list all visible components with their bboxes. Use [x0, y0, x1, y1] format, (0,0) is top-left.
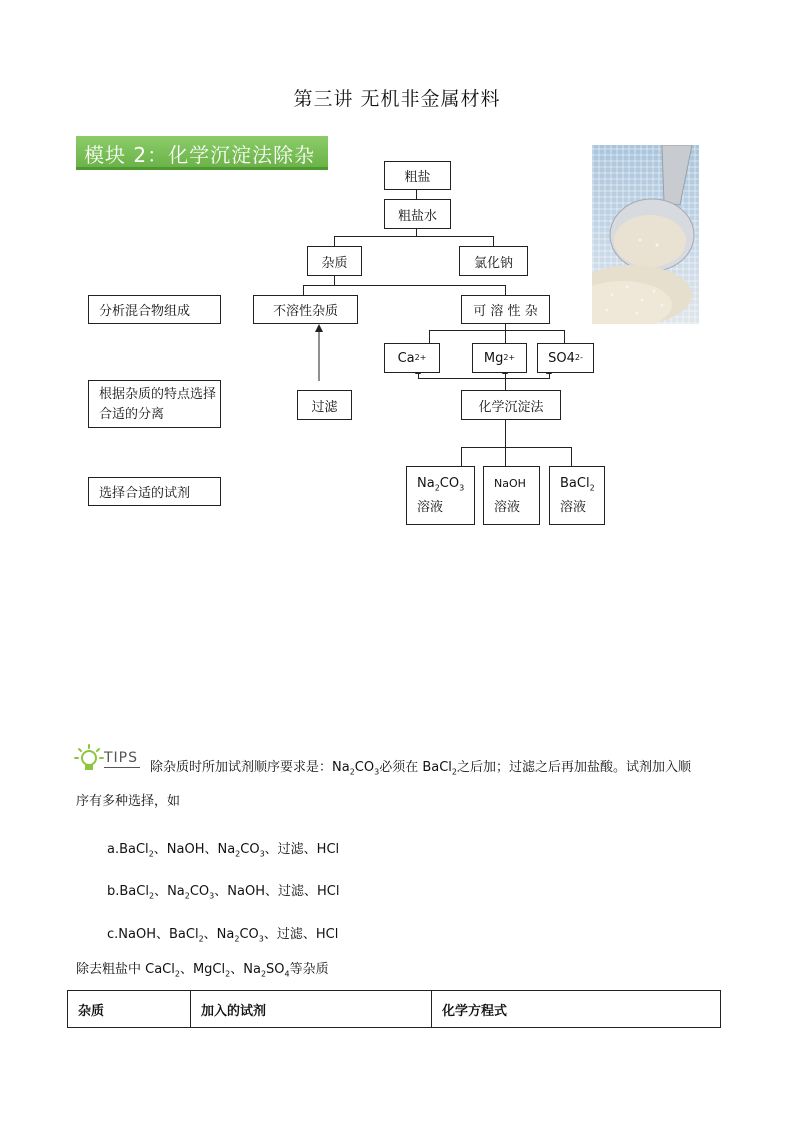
- step-choose-reagent: 选择合适的试剂: [88, 477, 221, 506]
- module-banner: 模块 2：化学沉淀法除杂: [76, 136, 328, 170]
- box-magnesium-ion: Mg 2+: [472, 343, 527, 373]
- option-c: c.NaOH、BaCl$_2$、$Na_2CO_3$、过滤、HCl: [107, 927, 339, 944]
- page-title: 第三讲 无机非金属材料: [293, 88, 501, 110]
- connector: [571, 447, 572, 467]
- lightbulb-icon: [74, 744, 104, 774]
- reagent-formula: NaOH: [494, 476, 526, 490]
- col-impurity: 杂质: [68, 991, 191, 1028]
- connector: [505, 419, 506, 447]
- reagent-solution: 溶液: [494, 499, 521, 515]
- col-reagent: 加入的试剂: [191, 991, 432, 1028]
- reagent-formula: BaCl$_2$: [560, 475, 595, 493]
- tips-text-line1: 除杂质时所加试剂顺序要求是：$Na_2CO_3$必须在 BaCl$_2$之后加；过滤之后再加盐酸。试剂加入顺: [150, 760, 692, 777]
- ion-symbol: Mg: [483, 350, 504, 366]
- ion-symbol: SO4: [548, 350, 575, 366]
- box-calcium-ion: Ca 2+: [384, 343, 440, 373]
- reagent-solution: 溶液: [417, 499, 444, 515]
- connector: [505, 447, 506, 467]
- connector: [461, 447, 572, 448]
- option-b: b.BaCl$_2$、$Na_2CO_3$、NaOH、过滤、HCl: [107, 884, 340, 901]
- box-filtration: 过滤: [297, 390, 352, 420]
- reagent-sodium-hydroxide: [483, 466, 540, 525]
- box-sulfate-ion: SO4 2-: [537, 343, 594, 373]
- step-analyze-mixture: 分析混合物组成: [88, 295, 221, 324]
- reagent-sodium-carbonate: [406, 466, 475, 525]
- table-header-row: [68, 991, 721, 1028]
- box-soluble-impurities: 可 溶 性 杂: [461, 295, 550, 324]
- impurity-table: [67, 990, 721, 1028]
- box-sodium-chloride: 氯化钠: [459, 246, 528, 276]
- tips-text-line2: 序有多种选择，如: [76, 794, 181, 809]
- connector: [461, 447, 462, 467]
- arrow-up-icon: [315, 324, 323, 332]
- reagent-formula: $Na_2CO_3$: [417, 475, 465, 493]
- box-impurities: 杂质: [307, 246, 362, 276]
- tips-label: TIPS: [104, 750, 139, 766]
- box-crude-salt-water: 粗盐水: [384, 199, 451, 229]
- removal-intro: 除去粗盐中 CaCl$_2$、MgCl$_2$、$Na_2SO_4$等杂质: [76, 962, 329, 979]
- reagent-barium-chloride: [549, 466, 605, 525]
- col-equation: 化学方程式: [432, 991, 721, 1028]
- reagent-solution: 溶液: [560, 499, 587, 515]
- box-crude-salt: 粗盐: [384, 161, 451, 190]
- box-insoluble-impurities: 不溶性杂质: [253, 295, 358, 324]
- step-choose-separation: 根据杂质的特点选择合适的分离: [88, 380, 221, 428]
- option-a: a.BaCl$_2$、NaOH、$Na_2CO_3$、过滤、HCl: [107, 842, 340, 859]
- ion-symbol: Ca: [397, 350, 415, 366]
- box-chemical-precipitation: 化学沉淀法: [461, 390, 561, 420]
